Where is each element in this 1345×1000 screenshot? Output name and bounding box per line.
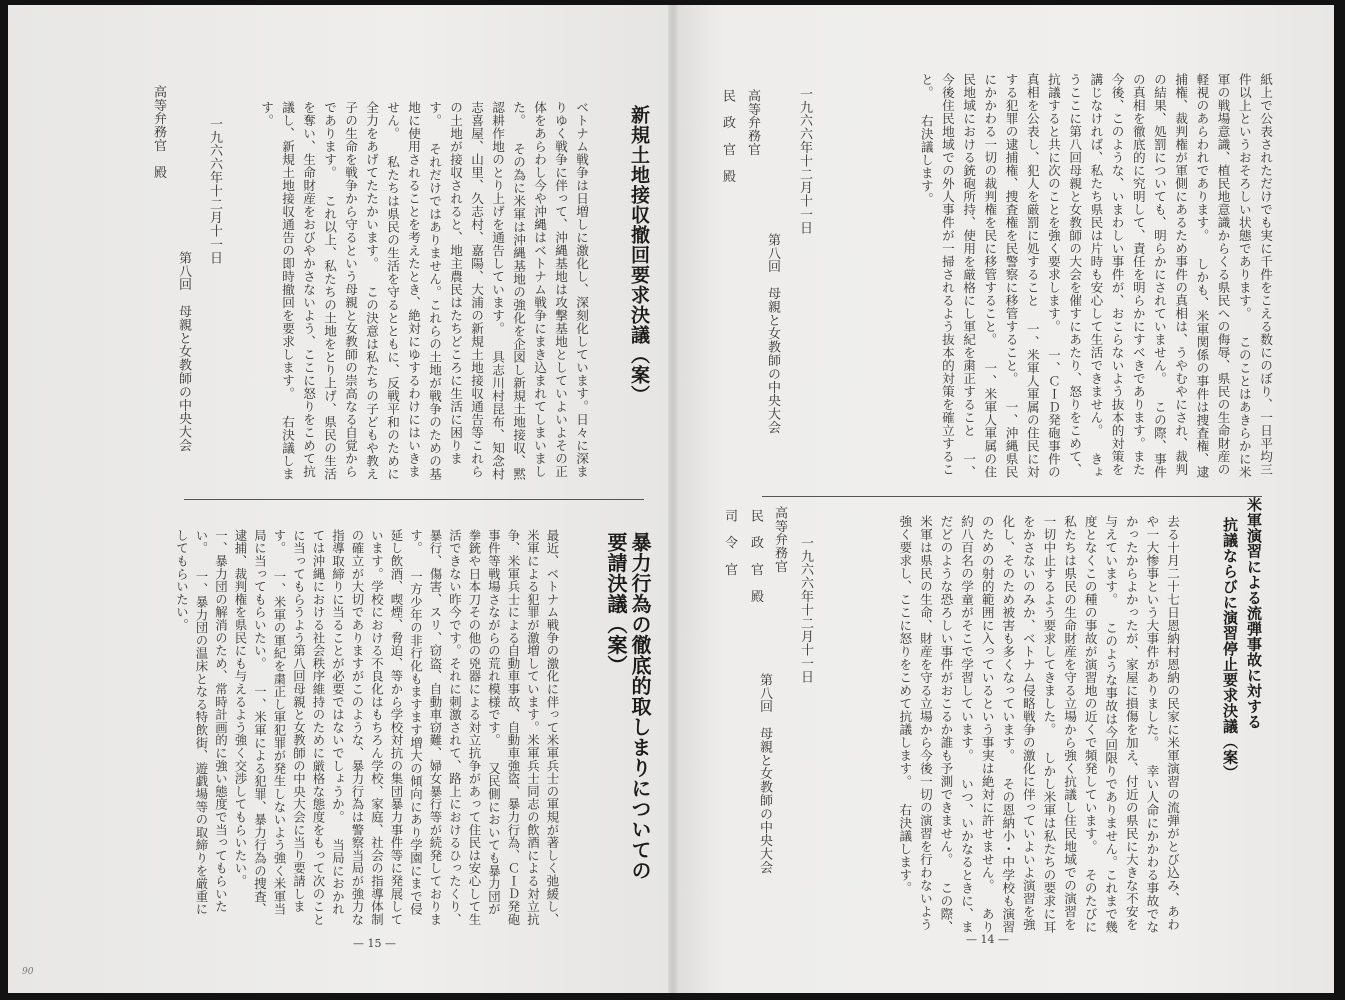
drill-resolution-title-2: 抗議ならびに演習停止要求決議（案） [1221,517,1239,781]
drill-resolution-addressee-1: 高等弁務官 [772,506,787,573]
drill-resolution-body: 去る十月二十七日恩納村恩納の民家に米軍演習の流弾がとび込み、あわや一大惨事という大事件がありました。 幸い人命にかかわる事故でなかったからよかったが、家屋に損傷を加え、付近の県民に大きな不安を与えています。 このような事故は今回限りでありません。これまで幾度となくこの種の事故が演習地の近くで頻発しています。 そのたびに私たちは県民の生命財産を守る立場から強く抗議し住民地域での演習を一切中止するよう要求してきました。 しかし米軍は私たちの要求に耳をかさないのみか、ベトナム侵略戦争の激化に伴っていよいよ演習を強化し、そのため被害も多くなっています。 その恩納小・中学校も演習のための射的範囲に入っているという事実は絶対に許せません。 あり約八百名の学童がそこで学習しています。 いつ、いかなるときに、まだどのような恐ろしい事件がおこるか誰も予測できません。 この際、米軍は県民の生命、財産を守る立場から今後一切の演習を行わないよう強く要求し、ここに怒りをこめて抗議します。 右決議します。 [897,515,1180,934]
land-resolution-body: ベトナム戦争は日増しに激化し、深刻化しています。日々に深まりゆく戦争に伴って、沖縄基地は攻撃基地としていよいよその正体をあらわし今や沖縄はベトナム戦争にまき込まれてしまいました。 その為に米軍は沖縄基地の強化を企図し新規土地接収、黙認耕作地のとり上げを通告しています。 具志川村昆布、知念村志喜屋、山里、久志村、嘉陽、大浦の新規土地接収通告等これらの土地が接収されると、地主農民はたちどころに生活に困ります。 それだけではありません。これらの土地が戦争のための基地に使用されることを考えたとき、絶対にゆするわけにはいきません。 私たちは県民の生活を守るとともに、反戦平和のために全力をあげてたたかいます。 この決意は私たちの子どもや教え子の生命を戦争から守るという母親と女教師の崇高なる自覚からであります。 これ以上、私たちの土地をとり上げ、県民の生活を奪い、生命財産をおびやかさないよう、ここに怒りをこめて抗議し、新規土地接収通告の即時撤回を要求します。 右決議します。 [259,101,589,481]
land-resolution-title: 新規土地接収撤回要求決議（案） [628,105,650,405]
page-gutter [668,5,678,993]
land-resolution-addressee: 高等弁務官 殿 [151,85,166,179]
cid-resolution-date: 一九六六年十二月十一日 [797,87,812,235]
drill-resolution-addressee-2: 民 政 官 殿 [748,509,763,603]
left-divider [184,499,644,500]
cid-resolution-addressee-1: 高等弁務官 [745,89,760,156]
violence-resolution-title-1: 暴力行為の徹底的取しまりについての [628,532,652,881]
drill-resolution-date: 一九六六年十二月十一日 [798,536,813,684]
cid-resolution-body: 紙上で公表されただけでも実に千件をこえる数にのぼり、一日平均三件以上というおそろしい状態であります。 このことはあきらかに米軍の戦場意識、植民地意識からくる県民への侮辱、県民の生命財産の軽視のあらわれであります。 しかも、米軍関係の事件は捜査権、逮捕権、裁判権が軍側にあるため事件の真相は、うやむやにされ、裁判の結果、処罰についても、明らかにされていません。 この際、事件の真相を徹底的に究明して、責任を明らかにすべきであります。また今後、このような、いまわしい事件が、おこらないよう抜本的対策を講じなければ、私たち県民は片時も安心して生活できません。 きょうここに第八回母親と女教師の大会を催すにあたり、怒りをこめて、抗議すると共に次のことを強く要求します。 一、ＣＩＤ発砲事件の真相を公表し、犯人を厳罰に処すること 一、米軍人軍属の住民に対する犯罪の逮捕権、捜査権を民警察に移管すること。 一、沖縄県民にかかわる一切の裁判権を民に移管すること。 一、米軍人軍属の住民地域における銃砲所持、使用を厳格にし軍紀を粛正すること 一、今後住民地域での外人事件が一掃されるよう抜本的対策を確立すること。 右決議します。 [918,73,1273,479]
pamphlet-spread [8,5,1334,993]
cid-resolution-signature: 第八回 母親と女教師の中央大会 [765,233,780,434]
drill-resolution-title-1: 米軍演習による流弾事故に対する [1245,497,1263,730]
violence-resolution-title-2: 要請決議（案） [604,532,628,676]
drill-resolution-addressee-3: 司 令 官 [722,509,737,576]
drill-resolution-signature: 第八回 母親と女教師の中央大会 [757,673,772,874]
land-resolution-date: 一九六六年十二月十一日 [207,117,222,265]
pencil-mark: 90 [22,967,34,977]
page-number-14: — 14 — [966,933,1009,946]
cid-resolution-addressee-2: 民 政 官 殿 [720,89,735,183]
land-resolution-signature: 第八回 母親と女教師の中央大会 [176,251,191,452]
page-number-15: — 15 — [353,937,396,950]
violence-resolution-body: 最近、ベトナム戦争の激化に伴って米軍兵士の軍規が著しく弛緩し、米軍による犯罪が激増しています。米軍兵士同志の飲酒による対立抗争、米軍兵士による自動車事故、自動車強盗、暴力行為、ＣＩＤ発砲事件等戦場さながらの荒れ模様です。 又民側においても暴力団が拳銃や日本刀その他の兇器による対立抗争があって住民は安心して生活できない昨今です。それに刺激されて、路上におけるひったくり、暴行、傷害、スリ、窃盗、自動車窃難、婦女暴行等が続発しております。 一方少年の非行化もますます増大の傾向にあり学園にまで侵延し飲酒、喫煙、脅迫、等から学校対抗の集団暴力事件等に発展しています。学校における不良化はもちろん学校、家庭、社会の指導体制の確立が大切でありますがこのような、暴力行為は警察当局が強力な指導取締りに当ることが必要ではないでしょうか。 当局におかれては沖縄における社会秩序維持のために厳格な態度をもって次のことに当ってもらうよう第八回母親と女教師の中央大会に当り要請します。 一、米軍の軍紀を粛正し軍犯罪が発生しないよう強く米軍当局に当ってもらいたい。 一、米軍による犯罪、暴力行為の捜査、逮捕、裁判権を県民にも与えるよう強く交渉してもらいたい。 一、暴力団の解消のため、常時計画的に強い態度で当ってもらいたい。 一、暴力団の温床となる特飲街、遊戯場等の取締りを厳重にしてもらいたい。 [174,529,560,926]
right-divider [762,496,1262,497]
